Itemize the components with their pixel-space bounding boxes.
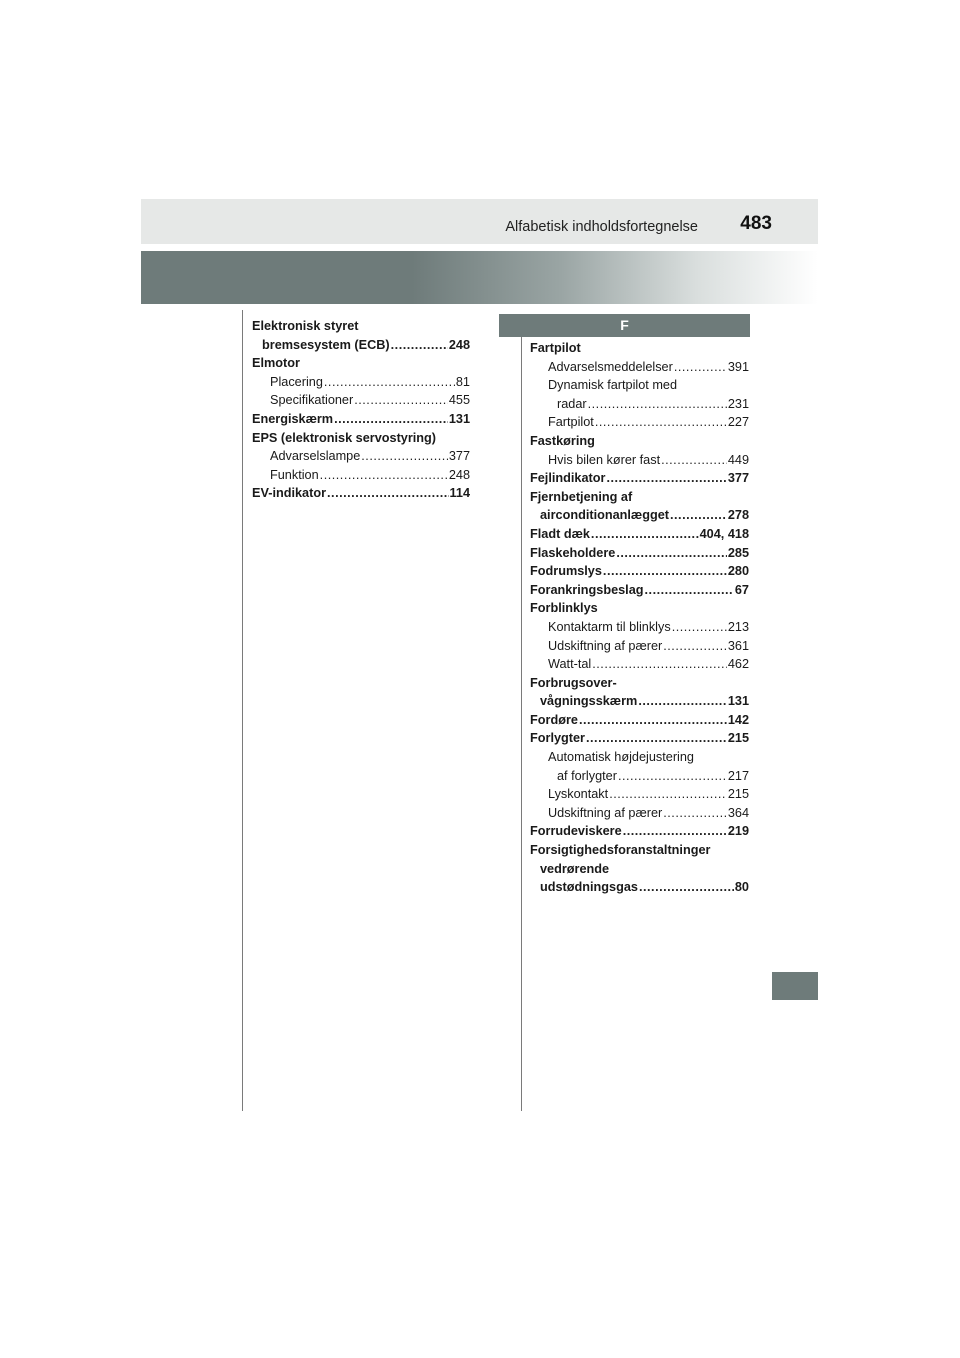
leader-dots	[579, 711, 727, 730]
chapter-side-tab	[772, 972, 818, 1000]
index-entry-text: airconditionanlægget	[540, 508, 669, 523]
index-page-reference[interactable]: 219	[727, 824, 749, 839]
index-page-reference[interactable]: 377	[448, 449, 470, 464]
index-entry-text: Lyskontakt	[548, 787, 609, 802]
right-column-divider	[521, 337, 522, 1111]
header-title: Alfabetisk indholdsfortegnelse	[505, 219, 698, 235]
index-entry-text: Kontaktarm til blinklys	[548, 619, 671, 634]
leader-dots	[592, 655, 727, 674]
index-entry	[530, 618, 749, 637]
leader-dots	[674, 358, 727, 377]
index-entry-text: udstødningsgas	[540, 880, 638, 895]
leader-dots	[645, 581, 734, 600]
index-entry	[252, 373, 470, 392]
leader-dots	[334, 410, 448, 429]
leader-dots	[603, 562, 727, 581]
index-entry-text: Watt-tal	[548, 657, 592, 672]
index-entry	[530, 729, 749, 748]
index-entry-text: Forlygter	[530, 731, 585, 746]
leader-dots	[618, 767, 727, 786]
index-entry	[530, 432, 749, 451]
leader-dots	[361, 447, 448, 466]
index-page-reference[interactable]: 81	[455, 374, 470, 389]
index-page-reference[interactable]: 67	[734, 582, 749, 597]
index-entry-text: EV-indikator	[252, 486, 327, 501]
index-page-reference[interactable]: 449	[727, 452, 749, 467]
index-entry-text: vedrørende	[540, 861, 610, 876]
index-entry-text: Udskiftning af pærer	[548, 805, 663, 820]
index-entry-text: Advarselsmeddelelser	[548, 359, 673, 374]
index-entry	[530, 469, 749, 488]
index-entry	[530, 711, 749, 730]
page-number: 483	[740, 213, 772, 234]
index-entry	[530, 488, 749, 525]
index-page-reference[interactable]: 217	[727, 768, 749, 783]
index-entry-text: Forankringsbeslag	[530, 582, 644, 597]
index-page-reference[interactable]: 404, 418	[699, 526, 749, 541]
index-page-reference[interactable]: 364	[727, 805, 749, 820]
leader-dots	[595, 413, 727, 432]
index-page-reference[interactable]: 131	[448, 411, 470, 426]
index-entry-text: Fodrumslys	[530, 564, 602, 579]
index-entry-text: Advarselslampe	[270, 449, 361, 464]
leader-dots	[391, 336, 448, 355]
index-entry-text: Forblinklys	[530, 601, 598, 616]
leader-dots	[663, 637, 727, 656]
leader-dots	[639, 878, 734, 897]
index-page-reference[interactable]: 361	[727, 638, 749, 653]
index-entry	[252, 447, 470, 466]
index-page-reference[interactable]: 455	[448, 393, 470, 408]
index-entry-text: Fladt dæk	[530, 526, 590, 541]
index-entry-text: vågningsskærm	[540, 694, 638, 709]
index-entry-text: Fjernbetjening af	[530, 489, 633, 504]
index-entry	[530, 655, 749, 674]
index-page-reference[interactable]: 114	[449, 486, 470, 501]
index-entry-text: EPS (elektronisk servostyring)	[252, 430, 437, 445]
index-entry-text: Flaskeholdere	[530, 545, 616, 560]
leader-dots	[327, 484, 449, 503]
index-page-reference[interactable]: 131	[727, 694, 749, 709]
index-entry-text: Fejlindikator	[530, 471, 606, 486]
index-entry-text: Energiskærm	[252, 411, 334, 426]
index-entry-text: Forrudeviskere	[530, 824, 622, 839]
left-column-divider	[242, 310, 243, 1111]
index-page-reference[interactable]: 213	[727, 619, 749, 634]
index-entry	[530, 637, 749, 656]
index-entry	[252, 354, 470, 373]
index-entry-text: Automatisk højdejustering	[548, 750, 694, 765]
index-entry	[530, 376, 749, 413]
leader-dots	[588, 395, 727, 414]
index-entry-text: Hvis bilen kører fast	[548, 452, 661, 467]
leader-dots	[623, 822, 727, 841]
index-entry	[530, 785, 749, 804]
index-page-reference[interactable]: 377	[727, 471, 749, 486]
index-page-reference[interactable]: 462	[727, 657, 749, 672]
header-gradient-band	[141, 251, 818, 304]
index-page-reference[interactable]: 285	[727, 545, 749, 560]
index-entry-text: Funktion	[270, 467, 319, 482]
index-entry-text: Fordøre	[530, 712, 578, 727]
index-column-right	[530, 339, 749, 897]
index-entry	[530, 674, 749, 711]
index-entry-text: Forbrugsover-	[530, 675, 617, 690]
index-entry	[530, 339, 749, 358]
index-entry	[252, 410, 470, 429]
leader-dots	[354, 391, 448, 410]
leader-dots	[591, 525, 699, 544]
index-entry-text: Forsigtighedsforanstaltninger	[530, 843, 711, 858]
leader-dots	[670, 506, 727, 525]
index-page-reference[interactable]: 80	[734, 880, 749, 895]
index-entry	[530, 358, 749, 377]
index-entry-text: Fartpilot	[530, 341, 581, 355]
section-letter-header: F	[499, 314, 750, 337]
index-page-reference[interactable]: 142	[727, 712, 749, 727]
index-page-reference[interactable]: 391	[727, 359, 749, 374]
index-column-left	[252, 317, 470, 503]
index-entry	[252, 391, 470, 410]
leader-dots	[672, 618, 727, 637]
index-entry	[252, 429, 470, 448]
index-entry	[530, 562, 749, 581]
leader-dots	[663, 804, 727, 823]
leader-dots	[586, 729, 727, 748]
index-entry	[530, 451, 749, 470]
leader-dots	[606, 469, 726, 488]
index-entry	[252, 484, 470, 503]
index-entry-text: Fartpilot	[548, 415, 594, 430]
index-entry-text: af forlygter	[557, 768, 617, 783]
index-entry	[530, 822, 749, 841]
index-entry-text: radar	[557, 396, 587, 411]
index-entry	[530, 804, 749, 823]
index-page-reference[interactable]: 227	[727, 415, 749, 430]
index-entry	[530, 544, 749, 563]
index-page-reference[interactable]: 278	[727, 508, 749, 523]
index-entry-text: Elektronisk styret	[252, 319, 359, 333]
index-entry	[530, 581, 749, 600]
index-page-reference[interactable]: 248	[448, 467, 470, 482]
index-page-reference[interactable]: 248	[448, 337, 470, 352]
leader-dots	[320, 466, 448, 485]
index-entry-text: Specifikationer	[270, 393, 354, 408]
index-entry-text: Elmotor	[252, 356, 300, 371]
index-entry	[252, 317, 470, 354]
index-entry-text: Fastkøring	[530, 433, 595, 448]
index-entry	[530, 525, 749, 544]
index-entry	[252, 466, 470, 485]
index-entry	[530, 413, 749, 432]
index-entry-text: Udskiftning af pærer	[548, 638, 663, 653]
header-bar	[141, 199, 818, 244]
leader-dots	[638, 692, 727, 711]
index-entry-text: Placering	[270, 374, 323, 389]
index-page-reference[interactable]: 215	[727, 787, 749, 802]
leader-dots	[609, 785, 727, 804]
index-entry	[530, 748, 749, 785]
leader-dots	[661, 451, 727, 470]
index-entry-text: Dynamisk fartpilot med	[548, 378, 678, 393]
leader-dots	[324, 373, 455, 392]
index-page-reference[interactable]: 215	[727, 731, 749, 746]
index-entry	[530, 841, 749, 897]
index-entry	[530, 599, 749, 618]
index-page-reference[interactable]: 280	[727, 564, 749, 579]
leader-dots	[616, 544, 727, 563]
index-entry-text: bremsesystem (ECB)	[262, 337, 390, 352]
index-page-reference[interactable]: 231	[727, 396, 749, 411]
